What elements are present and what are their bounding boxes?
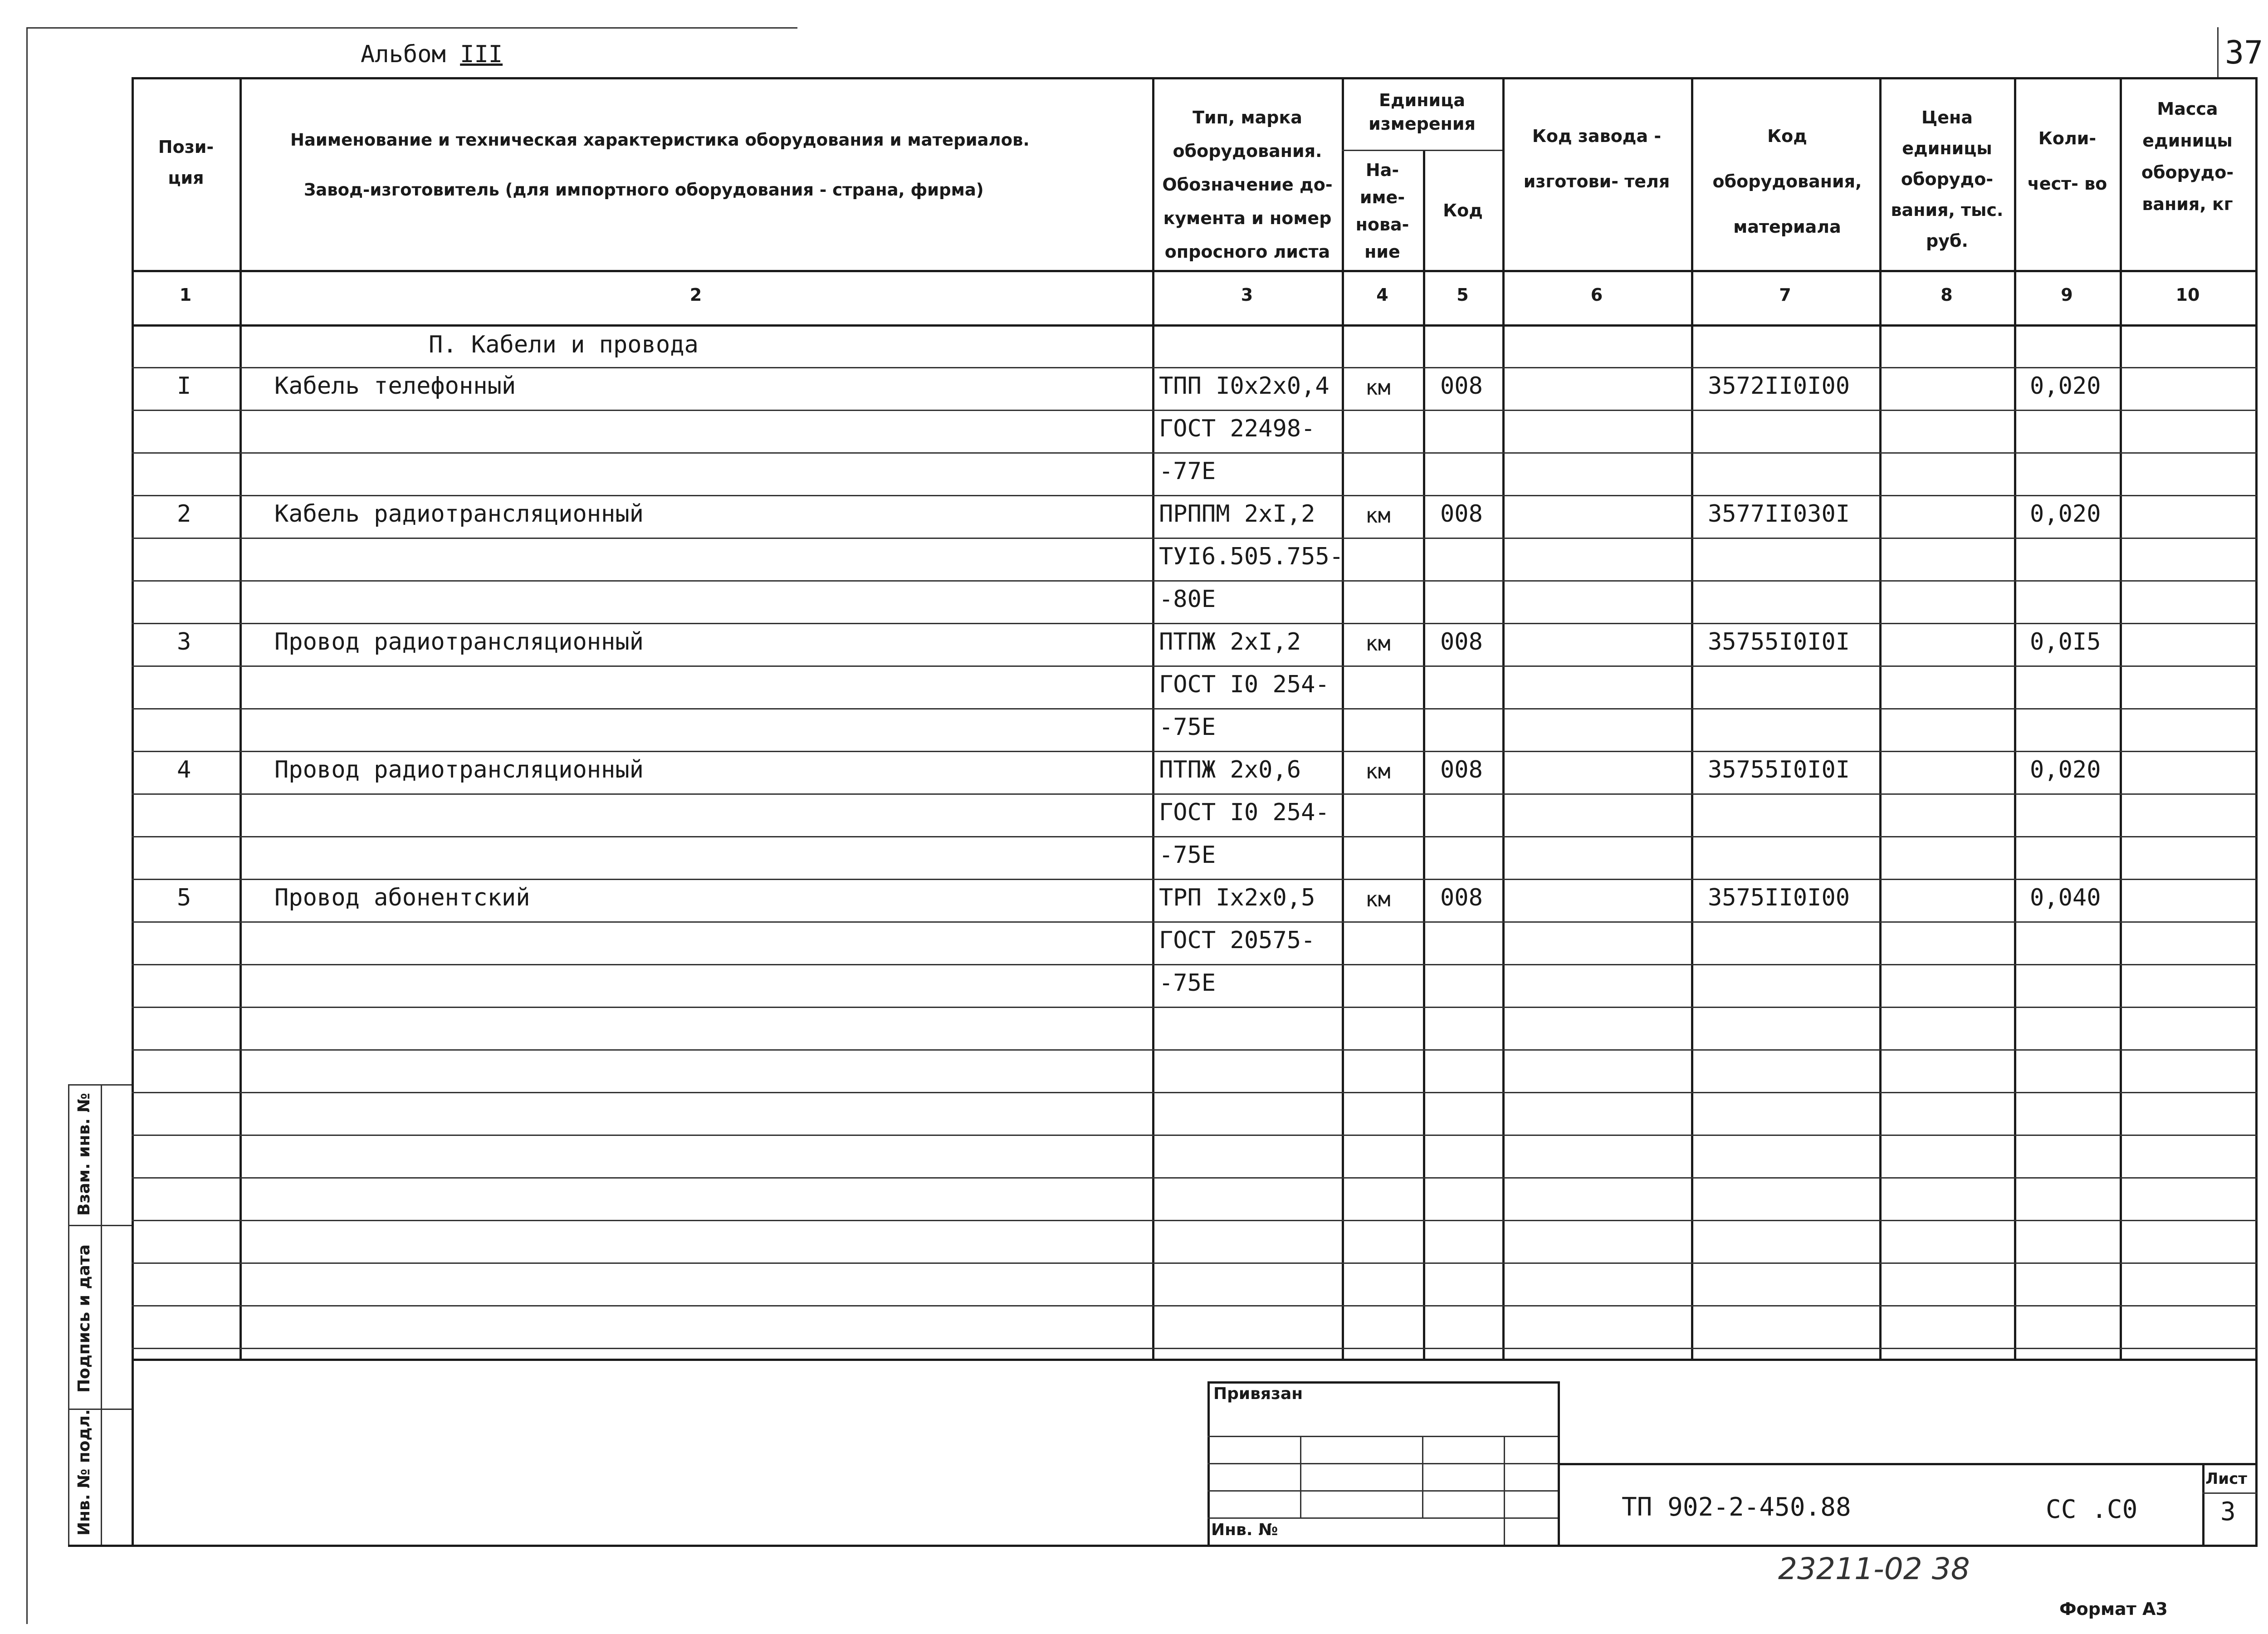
row-line bbox=[132, 1348, 2257, 1349]
row-type-line2: ГОСТ I0 254- bbox=[1159, 671, 1330, 698]
row-unit: км bbox=[1365, 759, 1391, 783]
stamp-top bbox=[1207, 1381, 1558, 1384]
frame-bottom bbox=[68, 1545, 2257, 1547]
list-number: 3 bbox=[2220, 1497, 2236, 1526]
stamp-privyazan: Привязан bbox=[1213, 1384, 1303, 1403]
row-quantity: 0,020 bbox=[2030, 372, 2101, 400]
col-line-8 bbox=[2014, 77, 2016, 1359]
row-unit: км bbox=[1365, 631, 1391, 656]
col-line-5 bbox=[1502, 77, 1505, 1359]
row-position: 3 bbox=[177, 628, 191, 656]
col-header-name-line1: Наименование и техническая характеристика оборудования и материалов. bbox=[290, 130, 1030, 150]
format-label: Формат А3 bbox=[2059, 1599, 2168, 1619]
col-header-name-line2: Завод-изготовитель (для импортного оборудования - страна, фирма) bbox=[304, 180, 984, 200]
col-header-factory-code: Код завода - изготови- теля bbox=[1523, 126, 1670, 191]
col-header-unit-code: Код bbox=[1443, 201, 1483, 220]
side-sep-1 bbox=[68, 1225, 132, 1226]
list-box-left bbox=[2202, 1463, 2204, 1545]
row-line bbox=[132, 1092, 2257, 1093]
col-number-4: 4 bbox=[1376, 285, 1388, 305]
section-title: П. Кабели и провода bbox=[429, 331, 699, 358]
stamp-col-3 bbox=[1504, 1436, 1505, 1545]
row-line bbox=[132, 793, 2257, 795]
list-label: Лист bbox=[2205, 1470, 2247, 1488]
col-header-equipment-code: Код оборудования, материала bbox=[1712, 126, 1862, 237]
col-header-type: Тип, марка оборудования. Обозначение до- кумента и номер опросного листа bbox=[1162, 108, 1333, 262]
col-header-mass: Масса единицы оборудо- вания, кг bbox=[2141, 99, 2234, 214]
row-equipment-code: 35755I0I0I bbox=[1708, 756, 1850, 783]
row-equipment-code: 35755I0I0I bbox=[1708, 628, 1850, 656]
row-unit-code: 008 bbox=[1440, 756, 1483, 783]
col-line-6 bbox=[1691, 77, 1693, 1359]
row-name: Провод радиотрансляционный bbox=[274, 628, 644, 656]
row-unit: км bbox=[1365, 503, 1391, 528]
row-type-line1: ПРППМ 2хI,2 bbox=[1159, 500, 1315, 528]
col-header-position: Пози- ция bbox=[158, 137, 214, 188]
row-type-line3: -77Е bbox=[1159, 458, 1216, 485]
side-label-inv-podl: Инв. № подл. bbox=[75, 1409, 93, 1536]
row-quantity: 0,020 bbox=[2030, 500, 2101, 528]
row-line bbox=[132, 665, 2257, 667]
col-line-1 bbox=[240, 77, 242, 1359]
row-name: Провод радиотрансляционный bbox=[274, 756, 644, 783]
album-label: Альбом III bbox=[361, 41, 503, 68]
col-line-2 bbox=[1152, 77, 1154, 1359]
row-position: 2 bbox=[177, 500, 191, 528]
row-line bbox=[132, 1135, 2257, 1136]
col-header-price: Цена единицы оборудо- вания, тыс. руб. bbox=[1891, 108, 2004, 251]
row-position: 4 bbox=[177, 756, 191, 783]
row-quantity: 0,040 bbox=[2030, 884, 2101, 911]
sheet-corner-number: 37 bbox=[2225, 34, 2263, 71]
row-type-line3: -75Е bbox=[1159, 714, 1216, 741]
doc-code: ТП 902-2-450.88 bbox=[1622, 1492, 1851, 1522]
row-type-line2: ГОСТ 20575- bbox=[1159, 927, 1315, 954]
corner-box-left bbox=[2217, 27, 2219, 77]
col-number-9: 9 bbox=[2061, 285, 2073, 305]
col-number-10: 10 bbox=[2175, 285, 2200, 305]
row-line bbox=[132, 1220, 2257, 1221]
row-position: 5 bbox=[177, 884, 191, 911]
row-line bbox=[132, 1305, 2257, 1306]
col-header-unit: Единица измерения bbox=[1369, 90, 1476, 134]
header-bottom bbox=[132, 270, 2257, 272]
row-type-line1: ПТПЖ 2х0,6 bbox=[1159, 756, 1301, 783]
row-equipment-code: 3577II030I bbox=[1708, 500, 1850, 528]
row-name: Кабель радиотрансляционный bbox=[274, 500, 644, 528]
row-unit-code: 008 bbox=[1440, 628, 1483, 656]
row-line bbox=[132, 1177, 2257, 1179]
row-quantity: 0,0I5 bbox=[2030, 628, 2101, 656]
row-line bbox=[132, 836, 2257, 837]
col-line-3 bbox=[1342, 77, 1344, 1359]
col-header-quantity: Коли- чест- во bbox=[2027, 128, 2107, 194]
col-number-8: 8 bbox=[1941, 285, 1953, 305]
row-type-line3: -75Е bbox=[1159, 841, 1216, 869]
row-unit-code: 008 bbox=[1440, 500, 1483, 528]
stamp-line-4 bbox=[1207, 1517, 1558, 1519]
col-line-7 bbox=[1879, 77, 1882, 1359]
title-block-top bbox=[1558, 1463, 2256, 1465]
col-number-5: 5 bbox=[1457, 285, 1469, 305]
row-line bbox=[132, 921, 2257, 923]
side-label-podpis: Подпись и дата bbox=[75, 1244, 93, 1393]
side-strip-left bbox=[68, 1084, 69, 1545]
unit-divider bbox=[1342, 150, 1502, 151]
margin-line bbox=[26, 27, 28, 1624]
row-line bbox=[132, 1049, 2257, 1051]
doc-mark: СС .С0 bbox=[2046, 1495, 2138, 1524]
col-number-1: 1 bbox=[179, 285, 192, 305]
row-name: Провод абонентский bbox=[274, 884, 530, 911]
row-equipment-code: 3572II0I00 bbox=[1708, 372, 1850, 400]
row-line bbox=[132, 751, 2257, 752]
list-box-mid bbox=[2202, 1492, 2257, 1494]
col-number-7: 7 bbox=[1779, 285, 1791, 305]
row-equipment-code: 3575II0I00 bbox=[1708, 884, 1850, 911]
row-type-line2: ГОСТ 22498- bbox=[1159, 415, 1315, 442]
row-line bbox=[132, 1262, 2257, 1264]
row-type-line1: ТПП I0х2х0,4 bbox=[1159, 372, 1330, 400]
row-line bbox=[132, 410, 2257, 411]
frame-top bbox=[132, 77, 2257, 79]
side-strip-top bbox=[68, 1084, 132, 1086]
col-line-9 bbox=[2120, 77, 2122, 1359]
row-unit: км bbox=[1365, 887, 1391, 911]
row-unit: км bbox=[1365, 375, 1391, 400]
row-type-line3: -80Е bbox=[1159, 586, 1216, 613]
row-line bbox=[132, 538, 2257, 539]
row-type-line1: ПТПЖ 2хI,2 bbox=[1159, 628, 1301, 656]
col-number-6: 6 bbox=[1590, 285, 1603, 305]
row-line bbox=[132, 879, 2257, 880]
row-line bbox=[132, 1007, 2257, 1008]
row-line bbox=[132, 580, 2257, 582]
handwritten-number: 23211-02 38 bbox=[1778, 1551, 1970, 1586]
table-bottom bbox=[132, 1359, 2257, 1361]
row-type-line3: -75Е bbox=[1159, 969, 1216, 997]
row-type-line1: ТРП Iх2х0,5 bbox=[1159, 884, 1315, 911]
side-strip-right bbox=[101, 1084, 102, 1545]
row-unit-code: 008 bbox=[1440, 884, 1483, 911]
row-line bbox=[132, 452, 2257, 454]
stamp-line-2 bbox=[1207, 1463, 1558, 1464]
side-label-vzam: Взам. инв. № bbox=[75, 1093, 93, 1216]
row-line bbox=[132, 495, 2257, 496]
row-type-line2: ГОСТ I0 254- bbox=[1159, 799, 1330, 826]
margin-top-line bbox=[26, 27, 797, 29]
stamp-col-2 bbox=[1422, 1436, 1423, 1517]
stamp-col-1 bbox=[1300, 1436, 1301, 1517]
col-header-unit-name: На- име- нова- ние bbox=[1355, 160, 1409, 262]
row-line bbox=[132, 623, 2257, 624]
stamp-inv-no: Инв. № bbox=[1211, 1521, 1278, 1539]
row-quantity: 0,020 bbox=[2030, 756, 2101, 783]
row-line bbox=[132, 964, 2257, 965]
stamp-line-3 bbox=[1207, 1490, 1558, 1492]
row-name: Кабель телефонный bbox=[274, 372, 516, 400]
row-line bbox=[132, 367, 2257, 368]
stamp-line-1 bbox=[1207, 1436, 1558, 1437]
col-number-3: 3 bbox=[1241, 285, 1253, 305]
numbers-bottom bbox=[132, 324, 2257, 327]
row-type-line2: ТУI6.505.755- bbox=[1159, 543, 1344, 570]
row-line bbox=[132, 708, 2257, 709]
row-unit-code: 008 bbox=[1440, 372, 1483, 400]
row-position: I bbox=[177, 372, 191, 400]
col-number-2: 2 bbox=[689, 285, 702, 305]
